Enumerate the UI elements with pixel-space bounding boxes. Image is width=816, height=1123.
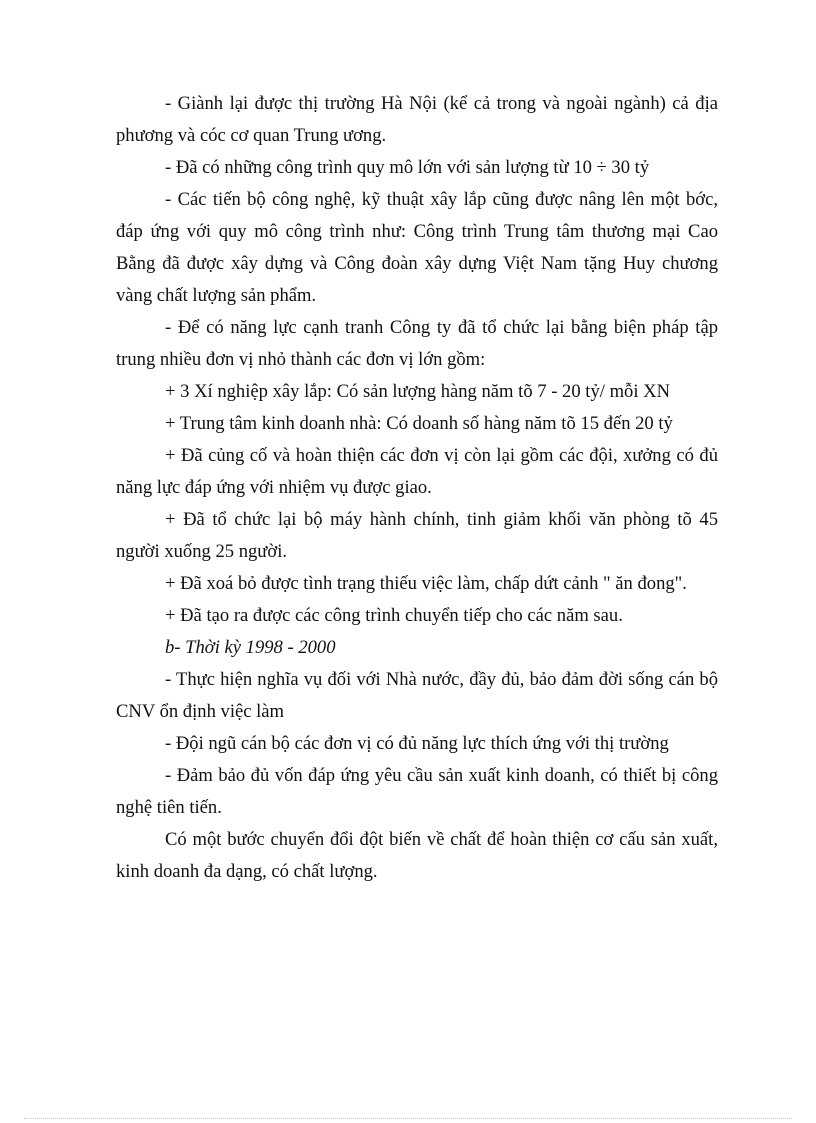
paragraph-capital-equipment: - Đảm bảo đủ vốn đáp ứng yêu cầu sản xuất kinh doanh, có thiết bị công nghệ tiên tiến.: [116, 765, 718, 818]
paragraph-consolidation: + Đã củng cố và hoàn thiện các đơn vị còn lại gồm các đội, xưởng có đủ năng lực đáp ứng với nhiệm vụ được giao.: [116, 445, 718, 498]
paragraph-structural-change: Có một bước chuyển đổi đột biến về chất để hoàn thiện cơ cấu sản xuất, kinh doanh đa dạng, có chất lượng.: [116, 829, 718, 882]
paragraph-reorganization: - Để có năng lực cạnh tranh Công ty đã tổ chức lại bằng biện pháp tập trung nhiều đơn vị nhỏ thành các đơn vị lớn gồm:: [116, 317, 718, 370]
section-heading-period: b- Thời kỳ 1998 - 2000: [165, 637, 336, 658]
paragraph-tech-progress: - Các tiến bộ công nghệ, kỹ thuật xây lắp cũng được nâng lên một bớc, đáp ứng với quy mô công trình như: Công trình Trung tâm thương mại Cao Bằng đã được xây dựng và Công đoàn xây dựng Việt Nam tặng Huy chương vàng chất lượng sản phẩm.: [116, 189, 718, 306]
paragraph-construction-enterprises: + 3 Xí nghiệp xây lắp: Có sản lượng hàng năm tõ 7 - 20 tỷ/ mỗi XN: [165, 381, 671, 402]
paragraph-housing-center: + Trung tâm kinh doanh nhà: Có doanh số hàng năm tõ 15 đến 20 tỷ: [165, 413, 673, 434]
paragraph-state-obligations: - Thực hiện nghĩa vụ đối với Nhà nước, đầy đủ, bảo đảm đời sống cán bộ CNV ổn định việc làm: [116, 669, 718, 722]
paragraph-large-projects: - Đã có những công trình quy mô lớn với sản lượng từ 10 ÷ 30 tỷ: [165, 157, 650, 178]
paragraph-staff-capability: - Đội ngũ cán bộ các đơn vị có đủ năng lực thích ứng với thị trường: [165, 733, 669, 754]
paragraph-admin-restructure: + Đã tổ chức lại bộ máy hành chính, tinh giảm khối văn phòng tõ 45 người xuống 25 người.: [116, 509, 718, 562]
paragraph-continuing-projects: + Đã tạo ra được các công trình chuyển tiếp cho các năm sau.: [165, 605, 623, 626]
paragraph-unemployment-resolved: + Đã xoá bỏ được tình trạng thiếu việc làm, chấp dứt cảnh " ăn đong".: [165, 573, 687, 594]
paragraph-market-recovery: - Giành lại được thị trường Hà Nội (kể cả trong và ngoài ngành) cả địa phương và cóc cơ quan Trung ương.: [116, 93, 718, 146]
page-bottom-divider: [24, 1118, 792, 1119]
document-body: [116, 88, 718, 888]
